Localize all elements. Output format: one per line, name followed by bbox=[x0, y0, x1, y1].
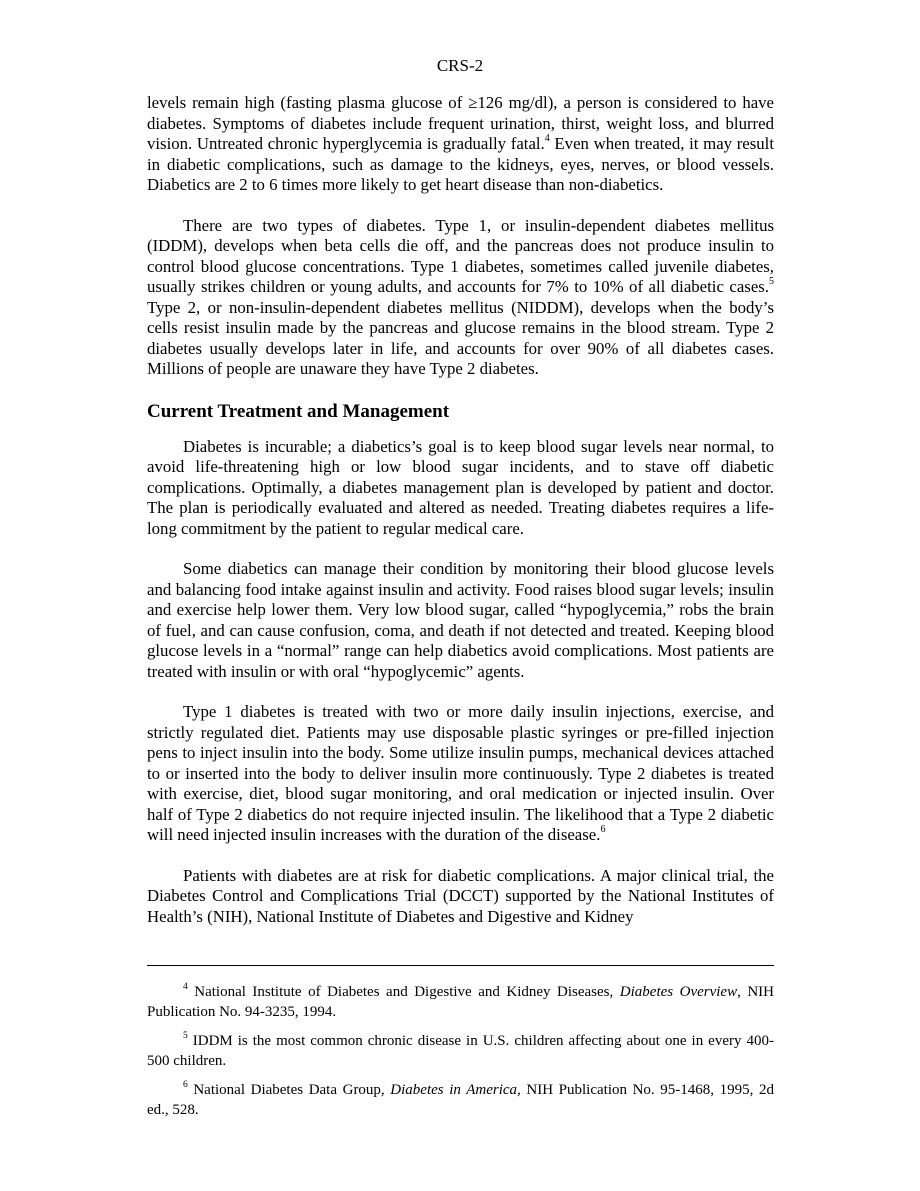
paragraph-text: There are two types of diabetes. Type 1, or insulin-dependent diabetes mellitus (IDDM), develops when beta cells die off, and the pancreas does not produce insulin to control blood glucose concentrations. Type 1 diabetes, sometimes called juvenile diabetes, usually strikes children or young adults, and accounts for 7% to 10% of all diabetic cases. bbox=[147, 215, 774, 296]
footnote-text: National Institute of Diabetes and Digestive and Kidney Diseases, bbox=[187, 984, 620, 1000]
footnotes bbox=[147, 983, 774, 1130]
page-number-header: CRS-2 bbox=[436, 56, 484, 75]
footnote-title: Diabetes Overview bbox=[619, 984, 738, 1000]
paragraph-monitoring: Some diabetics can manage their condition by monitoring their blood glucose levels and balancing food intake against insulin and activity. Food raises blood sugar levels; insulin and exercise help lower them. Very low blood sugar, called “hypoglycemia,” robs the brain of fuel, and can cause confusion, coma, and death if not detected and treated. Keeping blood glucose levels in a “normal” range can help diabetics avoid complications. Most patients are treated with insulin or with oral “hypoglycemic” agents. bbox=[147, 559, 774, 681]
footnote-number: 6 bbox=[183, 1080, 188, 1090]
paragraph-incurable: Diabetes is incurable; a diabetics’s goal is to keep blood sugar levels near normal, to avoid life-threatening high or low blood sugar incidents, and to stave off diabetic complications. Optimally, a diabetes management plan is developed by patient and doctor. The plan is periodically evaluated and altered as needed. Treating diabetes requires a life-long commitment by the patient to regular medical care. bbox=[147, 436, 774, 538]
footnote-text: National Diabetes Data Group, bbox=[187, 1082, 391, 1098]
body-text bbox=[147, 93, 774, 947]
footnote-title: Diabetes in America, bbox=[390, 1082, 521, 1098]
footnote-text: , NIH Publication No. 94-3235, 1994. bbox=[147, 984, 775, 1020]
footnote-4 bbox=[147, 983, 774, 1022]
paragraph-text: Even when treated, it may result in diabetic complications, such as damage to the kidneys, eyes, nerves, or blood vessels. Diabetics are 2 to 6 times more likely to get heart disease than non-diabetics. bbox=[147, 134, 774, 194]
footnote-ref-4[interactable]: 4 bbox=[544, 133, 550, 145]
paragraph-text: Type 2, or non-insulin-dependent diabetes mellitus (NIDDM), develops when the body’s cells resist insulin made by the pancreas and glucose remains in the blood stream. Type 2 diabetes usually develops later in life, and accounts for over 90% of all diabetes cases. Millions of people are unaware they have Type 2 diabetes. bbox=[147, 297, 774, 378]
footnote-divider bbox=[147, 965, 774, 966]
paragraph-diabetes-definition bbox=[147, 93, 774, 196]
footnote-6 bbox=[147, 1081, 774, 1120]
section-heading: Current Treatment and Management bbox=[147, 400, 450, 422]
paragraph-treatment bbox=[147, 702, 774, 846]
footnote-ref-6[interactable]: 6 bbox=[600, 824, 606, 836]
footnote-number: 4 bbox=[183, 982, 188, 992]
footnote-number: 5 bbox=[183, 1031, 188, 1041]
footnote-5 bbox=[147, 1032, 774, 1071]
paragraph-text: levels remain high (fasting plasma glucose of ≥126 mg/dl), a person is considered to have diabetes. Symptoms of diabetes include frequent urination, thirst, weight loss, and blurred vision. Untreated chronic hyperglycemia is gradually fatal. bbox=[147, 93, 774, 153]
footnote-text: IDDM is the most common chronic disease in U.S. children affecting about one in every 400-500 children. bbox=[147, 1033, 774, 1069]
paragraph-diabetes-types bbox=[147, 216, 774, 380]
paragraph-complications: Patients with diabetes are at risk for diabetic complications. A major clinical trial, the Diabetes Control and Complications Trial (DCCT) supported by the National Institutes of Health’s (NIH), National Institute of Diabetes and Digestive and Kidney bbox=[147, 865, 774, 926]
paragraph-text: Type 1 diabetes is treated with two or more daily insulin injections, exercise, and strictly regulated diet. Patients may use disposable plastic syringes or pre-filled injection pens to inject insulin into the body. Some utilize insulin pumps, mechanical devices attached to or inserted into the body to deliver insulin more continuously. Type 2 diabetes is treated with exercise, diet, blood sugar monitoring, and oral medication or injected insulin. Over half of Type 2 diabetics do not require injected insulin. The likelihood that a Type 2 diabetic will need injected insulin increases with the duration of the disease. bbox=[147, 702, 774, 844]
footnote-text: NIH Publication No. 95-1468, 1995, 2d ed., 528. bbox=[147, 1082, 774, 1118]
footnote-ref-5[interactable]: 5 bbox=[769, 276, 774, 288]
